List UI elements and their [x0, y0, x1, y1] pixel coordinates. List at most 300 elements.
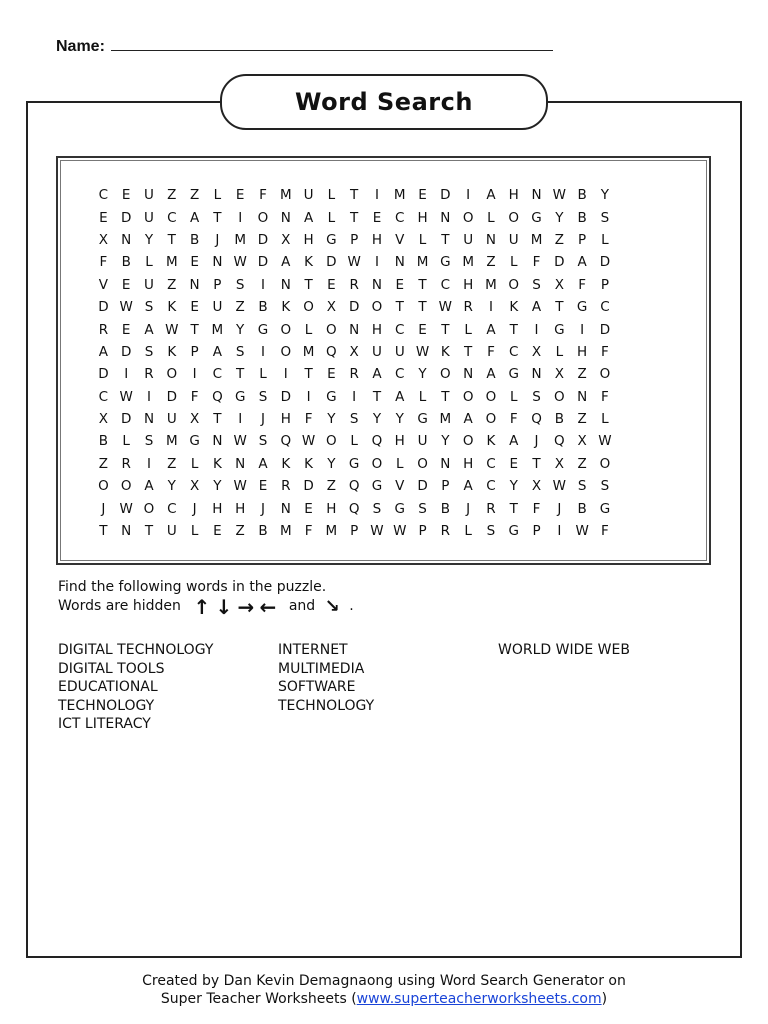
grid-letter: S	[235, 343, 245, 360]
grid-letter: U	[508, 231, 519, 248]
grid-letter: N	[485, 231, 496, 248]
grid-letter: Z	[326, 478, 336, 495]
grid-letter: Y	[395, 411, 404, 428]
grid-letter: T	[509, 321, 518, 338]
grid-letter: P	[578, 231, 587, 248]
grid-letter: A	[463, 478, 473, 495]
grid-letter: W	[119, 388, 133, 405]
grid-letter: T	[418, 299, 427, 316]
grid-letter: I	[466, 187, 471, 204]
grid-letter: L	[350, 433, 358, 450]
grid-row	[92, 274, 685, 296]
grid-letter: L	[418, 231, 427, 248]
grid-letter: E	[121, 276, 131, 293]
grid-letter: N	[371, 276, 383, 293]
grid-letter: F	[532, 254, 541, 271]
grid-letter: D	[120, 343, 132, 360]
grid-letter: S	[144, 299, 154, 316]
grid-letter: Z	[167, 276, 177, 293]
name-underline[interactable]	[111, 50, 553, 51]
grid-letter: I	[238, 411, 243, 428]
grid-letter: S	[258, 433, 268, 450]
grid-letter: X	[281, 231, 291, 248]
grid-letter: I	[124, 366, 129, 383]
grid-letter: D	[257, 254, 269, 271]
grid-letter: L	[304, 321, 313, 338]
grid-letter: R	[349, 276, 359, 293]
grid-letter: U	[372, 343, 382, 360]
grid-letter: B	[258, 299, 268, 316]
grid-letter: C	[486, 455, 496, 472]
grid-letter: G	[326, 388, 337, 405]
grid-letter: O	[120, 478, 132, 495]
grid-letter: W	[119, 500, 133, 517]
grid-letter: D	[98, 366, 109, 383]
grid-letter: Q	[554, 433, 565, 450]
grid-letter: O	[280, 343, 292, 360]
grid-letter: A	[144, 321, 154, 338]
grid-letter: E	[258, 478, 268, 495]
grid-letter: C	[395, 321, 405, 338]
grid-letter: O	[257, 209, 269, 226]
grid-letter: U	[144, 276, 154, 293]
grid-letter: R	[144, 366, 154, 383]
grid-row	[92, 363, 685, 385]
grid-letter: R	[98, 321, 109, 338]
grid-letter: C	[167, 209, 177, 226]
grid-letter: J	[260, 411, 265, 428]
arrow-right-icon: →	[237, 594, 255, 619]
grid-letter: T	[350, 209, 359, 226]
grid-letter: D	[348, 299, 360, 316]
grid-letter: D	[120, 209, 132, 226]
grid-letter: X	[98, 231, 109, 248]
grid-letter: F	[578, 276, 587, 293]
grid-letter: O	[599, 455, 611, 472]
grid-letter: A	[486, 321, 496, 338]
grid-letter: R	[463, 299, 473, 316]
grid-letter: F	[304, 523, 313, 540]
grid-letter: T	[350, 187, 359, 204]
grid-letter: K	[304, 455, 313, 472]
grid-letter: D	[257, 231, 269, 248]
grid-letter: O	[554, 388, 565, 405]
grid-letter: K	[440, 343, 450, 360]
grid-letter: H	[463, 455, 474, 472]
word-list-item: MULTIMEDIA	[278, 660, 365, 677]
grid-letter: I	[374, 187, 379, 204]
grid-letter: Q	[531, 411, 542, 428]
grid-letter: P	[418, 523, 427, 540]
grid-letter: H	[508, 187, 519, 204]
grid-row	[92, 520, 685, 542]
grid-letter: M	[279, 523, 292, 540]
website-link[interactable]: www.superteacherworksheets.com	[356, 991, 602, 1007]
word-list-column-1	[58, 641, 213, 734]
grid-row	[92, 497, 685, 519]
grid-letter: I	[260, 343, 265, 360]
grid-letter: Q	[326, 343, 337, 360]
name-field-row	[56, 38, 553, 56]
grid-letter: P	[190, 343, 199, 360]
grid-letter: T	[441, 388, 450, 405]
grid-letter: C	[212, 366, 223, 383]
instructions-line-2: Words are hidden	[58, 598, 181, 614]
grid-letter: S	[235, 276, 245, 293]
grid-row	[92, 206, 685, 228]
grid-letter: S	[532, 276, 541, 293]
grid-letter: F	[509, 411, 518, 428]
grid-letter: D	[303, 478, 314, 495]
grid-letter: P	[600, 276, 609, 293]
grid-letter: P	[350, 231, 359, 248]
grid-letter: N	[280, 500, 291, 517]
grid-letter: L	[601, 231, 609, 248]
grid-letter: O	[485, 411, 497, 428]
grid-row	[92, 296, 685, 318]
grid-letter: M	[279, 187, 292, 204]
grid-letter: O	[143, 500, 155, 517]
grid-letter: D	[599, 321, 611, 338]
footer-prefix: Super Teacher Worksheets (	[160, 991, 357, 1007]
grid-letter: S	[349, 411, 359, 428]
grid-letter: C	[98, 187, 109, 204]
grid-letter: A	[486, 187, 496, 204]
grid-letter: N	[531, 366, 542, 383]
grid-letter: N	[577, 388, 588, 405]
grid-letter: F	[601, 523, 609, 540]
grid-letter: Y	[327, 411, 336, 428]
grid-letter: H	[577, 343, 588, 360]
grid-letter: G	[554, 321, 565, 338]
grid-letter: A	[212, 343, 222, 360]
grid-letter: U	[417, 433, 428, 450]
grid-letter: Z	[235, 523, 245, 540]
grid-letter: A	[463, 411, 473, 428]
grid-letter: N	[440, 209, 451, 226]
grid-letter: L	[213, 187, 222, 204]
grid-letter: T	[190, 321, 199, 338]
grid-letter: W	[575, 523, 589, 540]
grid-letter: K	[167, 343, 177, 360]
grid-letter: M	[165, 254, 178, 271]
grid-letter: J	[534, 433, 539, 450]
grid-letter: L	[418, 388, 427, 405]
grid-letter: T	[509, 500, 518, 517]
grid-letter: Y	[236, 321, 245, 338]
word-list-item: DIGITAL TECHNOLOGY	[58, 642, 214, 658]
grid-letter: I	[374, 254, 379, 271]
grid-letter: S	[418, 500, 427, 517]
grid-letter: X	[554, 366, 564, 383]
grid-letter: N	[349, 321, 360, 338]
grid-letter: Z	[189, 187, 200, 204]
grid-letter: H	[463, 276, 474, 293]
grid-letter: N	[440, 455, 451, 472]
directions-line	[58, 594, 354, 619]
footer-line-2	[0, 990, 768, 1008]
footer-suffix: )	[601, 991, 608, 1007]
grid-letter: A	[486, 366, 496, 383]
grid-letter: A	[509, 433, 519, 450]
grid-letter: D	[98, 299, 109, 316]
grid-letter: M	[439, 411, 452, 428]
grid-letter: E	[190, 254, 199, 271]
grid-letter: Q	[280, 433, 292, 450]
grid-letter: S	[486, 523, 496, 540]
grid-letter: H	[371, 231, 383, 248]
grid-letter: D	[417, 478, 428, 495]
grid-letter: L	[327, 187, 336, 204]
grid-letter: G	[348, 455, 360, 472]
grid-letter: S	[600, 478, 610, 495]
arrow-left-icon: ←	[259, 594, 277, 619]
word-list-item: DIGITAL TOOLS	[58, 660, 165, 677]
grid-letter: Z	[235, 299, 245, 316]
grid-letter: C	[440, 276, 451, 293]
grid-letter: U	[394, 343, 405, 360]
grid-letter: Y	[418, 366, 427, 383]
grid-letter: G	[257, 321, 269, 338]
grid-letter: M	[302, 343, 315, 360]
grid-letter: T	[441, 231, 450, 248]
grid-letter: U	[166, 523, 177, 540]
grid-letter: O	[326, 433, 337, 450]
grid-letter: N	[121, 523, 132, 540]
grid-letter: Z	[98, 455, 109, 472]
grid-letter: A	[372, 366, 382, 383]
grid-letter: F	[259, 187, 267, 204]
word-list-item: EDUCATIONAL	[58, 679, 158, 695]
grid-letter: K	[486, 433, 496, 450]
grid-letter: T	[372, 388, 382, 405]
word-list-item: WORLD WIDE WEB	[498, 642, 630, 658]
grid-letter: D	[440, 187, 451, 204]
grid-letter: O	[485, 388, 497, 405]
grid-letter: N	[394, 254, 405, 271]
grid-letter: Y	[372, 411, 382, 428]
grid-letter: W	[233, 433, 247, 450]
grid-letter: G	[531, 209, 542, 226]
grid-letter: C	[486, 478, 496, 495]
grid-letter: O	[98, 478, 109, 495]
grid-letter: G	[234, 388, 246, 405]
grid-letter: E	[395, 276, 405, 293]
and-text: and	[288, 598, 316, 614]
grid-letter: W	[393, 523, 407, 540]
grid-letter: D	[554, 254, 565, 271]
grid-letter: M	[416, 254, 429, 271]
grid-letter: L	[395, 455, 404, 472]
grid-letter: E	[99, 209, 108, 226]
grid-letter: R	[121, 455, 131, 472]
grid-row	[92, 386, 685, 408]
letter-grid	[92, 184, 685, 542]
grid-letter: Q	[371, 433, 383, 450]
grid-letter: U	[144, 187, 154, 204]
grid-letter: B	[554, 411, 564, 428]
grid-letter: K	[281, 455, 291, 472]
grid-row	[92, 341, 685, 363]
grid-letter: M	[393, 187, 406, 204]
grid-letter: D	[120, 411, 132, 428]
grid-letter: F	[190, 388, 199, 405]
grid-letter: O	[462, 209, 474, 226]
grid-letter: R	[281, 478, 291, 495]
grid-letter: L	[487, 209, 495, 226]
grid-letter: H	[212, 500, 223, 517]
grid-letter: C	[600, 299, 610, 316]
grid-letter: N	[280, 209, 291, 226]
grid-letter: K	[304, 254, 313, 271]
grid-letter: H	[280, 411, 291, 428]
grid-row	[92, 318, 685, 340]
grid-letter: A	[258, 455, 268, 472]
grid-letter: X	[98, 411, 109, 428]
grid-letter: A	[531, 299, 542, 316]
grid-letter: T	[418, 276, 427, 293]
grid-letter: A	[395, 388, 405, 405]
grid-letter: N	[212, 254, 223, 271]
grid-letter: X	[349, 343, 359, 360]
name-label: Name:	[56, 38, 105, 55]
grid-letter: A	[303, 209, 314, 226]
grid-letter: Q	[348, 478, 360, 495]
grid-letter: B	[577, 187, 587, 204]
grid-row	[92, 408, 685, 430]
grid-letter: X	[326, 299, 336, 316]
grid-letter: R	[349, 366, 359, 383]
grid-letter: R	[486, 500, 496, 517]
grid-letter: I	[147, 455, 151, 472]
grid-letter: M	[530, 231, 543, 248]
grid-letter: Z	[554, 231, 564, 248]
grid-letter: S	[144, 433, 154, 450]
grid-letter: B	[258, 523, 268, 540]
grid-letter: P	[213, 276, 222, 293]
grid-letter: U	[212, 299, 223, 316]
grid-letter: C	[509, 343, 519, 360]
grid-letter: P	[350, 523, 359, 540]
grid-letter: E	[213, 523, 222, 540]
grid-letter: I	[306, 388, 311, 405]
grid-letter: M	[165, 433, 178, 450]
grid-letter: X	[189, 478, 200, 495]
grid-letter: D	[280, 388, 291, 405]
grid-letter: I	[192, 366, 197, 383]
grid-letter: I	[580, 321, 585, 338]
grid-letter: G	[599, 500, 611, 517]
grid-letter: B	[189, 231, 200, 248]
grid-letter: T	[395, 299, 404, 316]
grid-letter: H	[303, 231, 314, 248]
grid-letter: S	[372, 500, 382, 517]
grid-letter: M	[234, 231, 246, 248]
grid-letter: H	[326, 500, 337, 517]
grid-letter: H	[371, 321, 383, 338]
grid-letter: F	[601, 388, 609, 405]
grid-letter: F	[487, 343, 495, 360]
arrow-down-right-icon: ↘	[324, 595, 340, 617]
instructions	[58, 578, 354, 619]
grid-letter: E	[372, 209, 382, 226]
grid-letter: E	[190, 299, 199, 316]
grid-letter: W	[165, 321, 179, 338]
grid-letter: T	[213, 411, 222, 428]
word-list-item: INTERNET	[278, 642, 348, 658]
grid-letter: A	[189, 209, 200, 226]
grid-letter: S	[532, 388, 541, 405]
grid-letter: L	[555, 343, 564, 360]
grid-letter: G	[440, 254, 451, 271]
grid-letter: W	[415, 343, 430, 360]
grid-letter: E	[121, 187, 131, 204]
grid-letter: M	[485, 276, 497, 293]
grid-letter: Y	[167, 478, 176, 495]
grid-letter: O	[440, 366, 451, 383]
grid-letter: B	[577, 209, 587, 226]
grid-letter: O	[166, 366, 178, 383]
grid-letter: Y	[600, 187, 610, 204]
grid-letter: B	[577, 500, 587, 517]
grid-letter: Y	[144, 231, 154, 248]
grid-letter: O	[371, 455, 383, 472]
grid-letter: H	[394, 433, 405, 450]
grid-letter: E	[418, 187, 427, 204]
grid-letter: G	[576, 299, 588, 316]
worksheet-title: Word Search	[220, 74, 548, 130]
grid-letter: M	[211, 321, 224, 338]
grid-letter: G	[326, 231, 337, 248]
grid-row	[92, 229, 685, 251]
grid-letter: H	[235, 500, 246, 517]
grid-letter: C	[167, 500, 177, 517]
grid-letter: N	[235, 455, 246, 472]
grid-letter: D	[166, 388, 177, 405]
grid-letter: X	[554, 455, 564, 472]
grid-letter: Y	[509, 478, 518, 495]
grid-letter: A	[144, 478, 154, 495]
grid-letter: G	[189, 433, 200, 450]
grid-letter: N	[121, 231, 132, 248]
grid-letter: O	[280, 321, 292, 338]
grid-letter: P	[441, 478, 450, 495]
instructions-line-1: Find the following words in the puzzle.	[58, 579, 327, 595]
grid-letter: L	[190, 523, 199, 540]
grid-letter: T	[532, 455, 541, 472]
grid-letter: G	[371, 478, 383, 495]
grid-letter: J	[215, 231, 220, 248]
grid-letter: O	[326, 321, 337, 338]
grid-letter: R	[440, 523, 451, 540]
grid-letter: H	[417, 209, 428, 226]
grid-letter: T	[464, 343, 473, 360]
arrow-up-icon: ↑	[193, 594, 211, 619]
grid-letter: J	[557, 500, 562, 517]
grid-letter: T	[304, 276, 313, 293]
grid-letter: D	[326, 254, 337, 271]
grid-letter: Z	[577, 411, 587, 428]
word-list-item: TECHNOLOGY	[58, 697, 155, 714]
grid-letter: G	[394, 500, 405, 517]
grid-letter: Q	[212, 388, 223, 405]
grid-row	[92, 251, 685, 273]
grid-letter: I	[352, 388, 357, 405]
word-list-column-3	[498, 641, 630, 660]
grid-letter: Z	[167, 187, 177, 204]
grid-letter: Z	[167, 455, 177, 472]
grid-letter: Y	[213, 478, 222, 495]
